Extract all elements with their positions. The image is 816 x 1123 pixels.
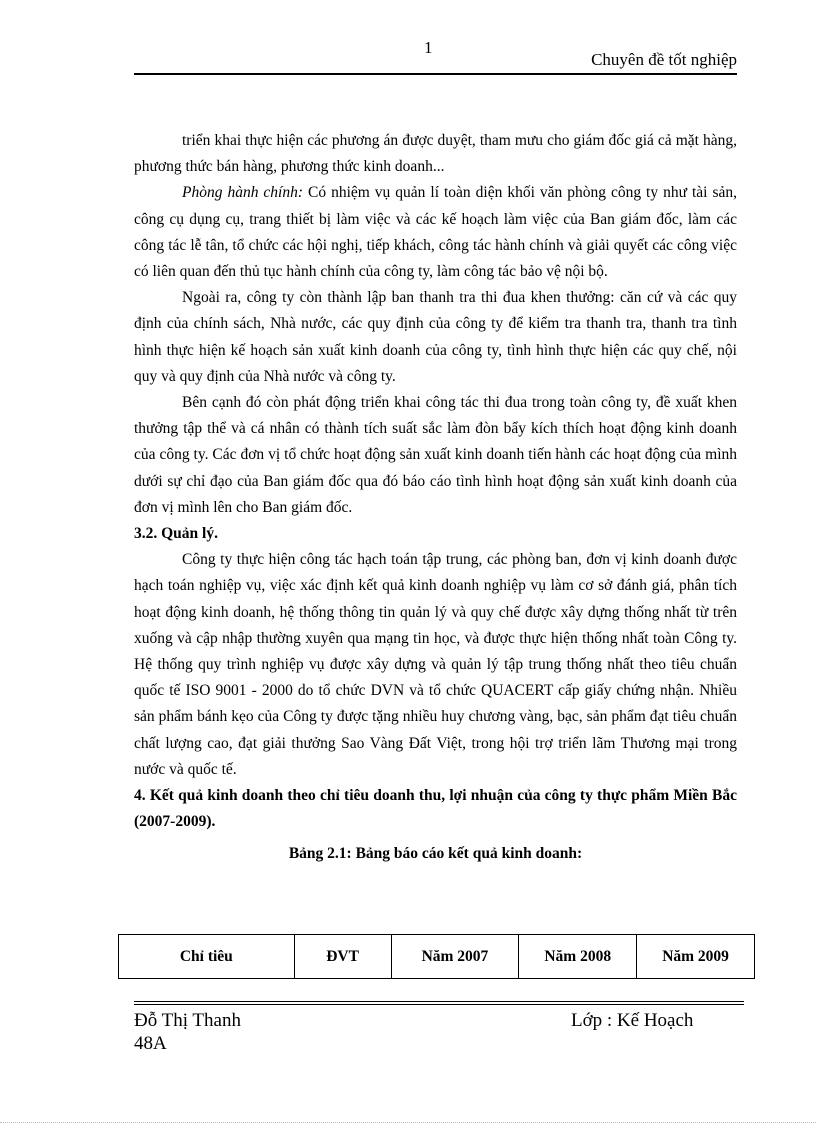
page-number: 1 xyxy=(424,38,433,57)
footer-author-line2: 48A xyxy=(134,1033,167,1054)
footer-author-name: Đỗ Thị Thanh xyxy=(134,1010,241,1031)
paragraph-4: Bên cạnh đó còn phát động triển khai công tác thi đua trong toàn công ty, đề xuất khen thưởng tập thể và cá nhân có thành tích suất sắc làm đòn bẩy kích thích hoạt động kinh doanh của công ty. Các đơn vị tổ chức hoạt động sản xuất kinh doanh tiến hành các hoạt động của mình dưới sự chỉ đạo của Ban giám đốc qua đó báo cáo tình hình hoạt động sản xuất kinh doanh của đơn vị mình lên cho Ban giám đốc. xyxy=(134,394,737,516)
paragraph-3: Ngoài ra, công ty còn thành lập ban thanh tra thi đua khen thưởng: căn cứ và các quy định của chính sách, Nhà nước, các quy định của công ty để kiểm tra thanh tra, thanh tra tình hình thực hiện kế hoạch sản xuất kinh doanh của công ty, tình hình thực hiện các quy chế, nội quy và quy định của Nhà nước và công ty. xyxy=(134,289,737,385)
table-caption: Bảng 2.1: Bảng báo cáo kết quả kinh doanh: xyxy=(288,845,583,863)
heading-3-2: 3.2. Quản lý. xyxy=(134,525,218,543)
table-header-cell: Năm 2009 xyxy=(637,935,755,979)
paragraph-5: Công ty thực hiện công tác hạch toán tập trung, các phòng ban, đơn vị kinh doanh được hạch toán nghiệp vụ, việc xác định kết quả kinh doanh nghiệp vụ làm cơ sở đánh giá, phân tích hoạt động kinh doanh, hệ thống thông tin quản lý và quy chế được xây dựng thống nhất từ trên xuống và cập nhập thường xuyên qua mạng tin học, và được thực hiện thống nhất toàn Công ty. Hệ thống quy trình nghiệp vụ được xây dựng và quản lý tập trung thống nhất theo tiêu chuẩn quốc tế ISO 9001 - 2000 do tổ chức DVN và tổ chức QUACERT cấp giấy chứng nhận. Nhiều sản phẩm bánh kẹo của Công ty được tặng nhiều huy chương vàng, bạc, sản phẩm đạt tiêu chuẩn chất lượng cao, đạt giải thưởng Sao Vàng Đất Việt, trong hội trợ triển lãm Thương mại trong nước và quốc tế. xyxy=(134,551,737,778)
paragraph-1: triển khai thực hiện các phương án được duyệt, tham mưu cho giám đốc giá cả mặt hàng, phương thức bán hàng, phương thức kinh doanh... xyxy=(134,132,737,176)
footer-class: Lớp : Kế Hoạch xyxy=(571,1010,694,1031)
header-rule xyxy=(134,73,737,75)
footer-rule-top xyxy=(134,1001,744,1002)
table-header-cell: Năm 2007 xyxy=(391,935,519,979)
section-label-phong-hanh-chinh: Phòng hành chính: xyxy=(182,184,304,202)
paragraph-phong-hanh-chinh xyxy=(134,180,737,285)
table-header-cell: ĐVT xyxy=(294,935,391,979)
footer-rule-bottom xyxy=(134,1004,744,1005)
header-title: Chuyên đề tốt nghiệp xyxy=(591,50,737,69)
table-header-row xyxy=(119,935,755,979)
paragraph-2-text: Có nhiệm vụ quản lí toàn diện khối văn phòng công ty như tài sản, công cụ dụng cụ, trang thiết bị làm việc và các kế hoạch làm việc của Ban giám đốc, làm các công tác lễ tân, tổ chức các hội nghị, tiếp khách, công tác hành chính và giải quyết các công việc có liên quan đến thủ tục hành chính của công ty, làm công tác bảo vệ nội bộ. xyxy=(134,184,737,281)
heading-4: 4. Kết quả kinh doanh theo chỉ tiêu doanh thu, lợi nhuận của công ty thực phẩm Miền Bắc (2007-2009). xyxy=(134,787,737,831)
report-table xyxy=(118,934,755,979)
document-body xyxy=(134,128,737,868)
footer-author xyxy=(134,1009,241,1055)
table-header-cell: Năm 2008 xyxy=(519,935,637,979)
table-header-cell: Chỉ tiêu xyxy=(119,935,295,979)
